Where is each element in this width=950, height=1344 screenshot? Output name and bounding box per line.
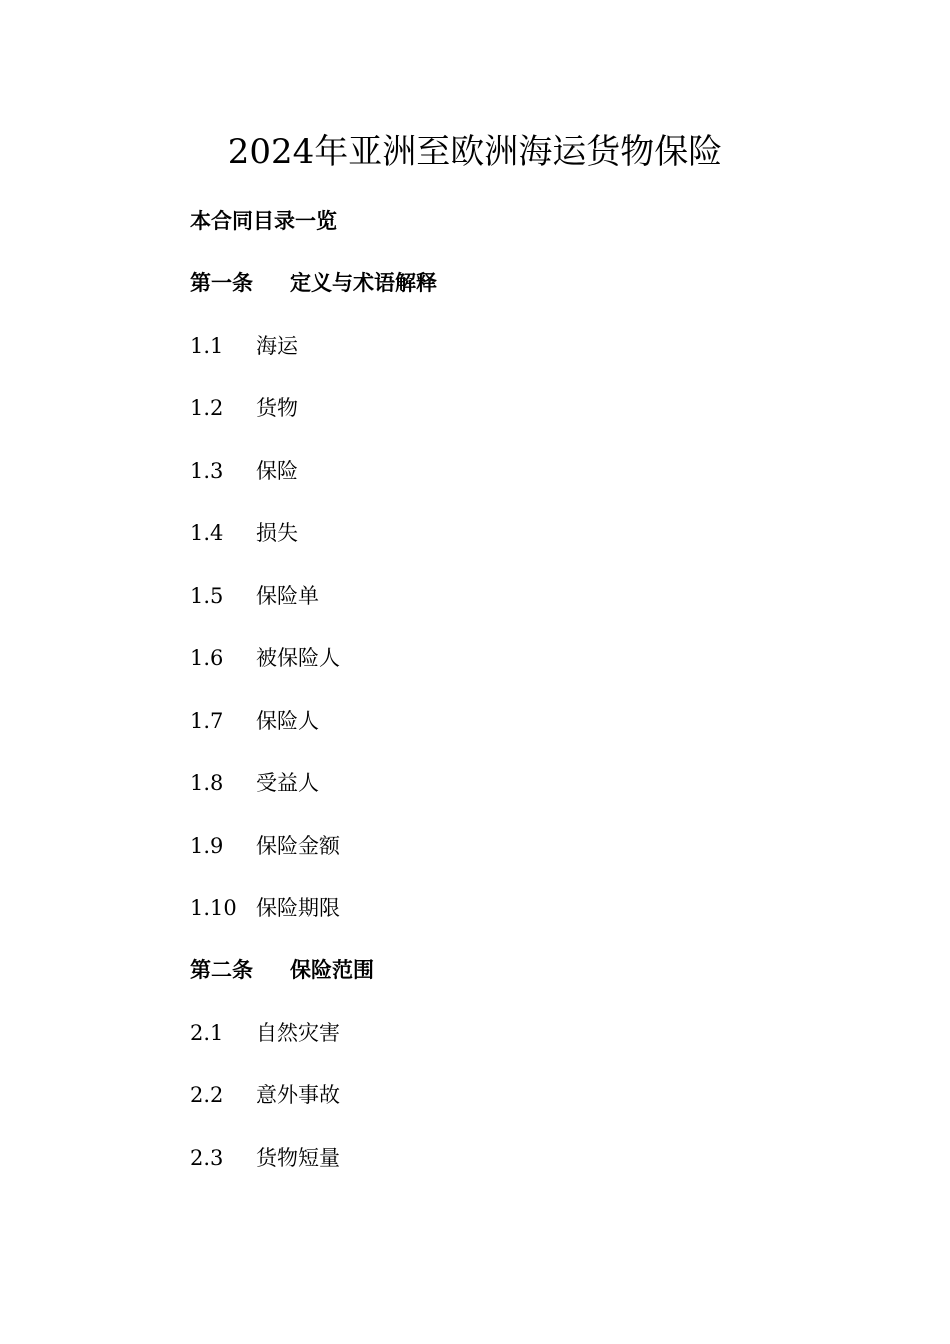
toc-heading: 本合同目录一览: [190, 209, 337, 233]
article-label: 第二条: [190, 958, 253, 982]
item-text: 保险期限: [256, 896, 340, 920]
item-number: 1.8: [190, 771, 224, 795]
item-text: 货物: [256, 396, 298, 420]
toc-item: [190, 518, 298, 548]
item-number: 1.9: [190, 834, 224, 858]
toc-item: [190, 893, 340, 923]
item-number: 2.3: [190, 1146, 224, 1170]
article-heading: [190, 268, 437, 298]
item-number: 1.5: [190, 584, 224, 608]
item-text: 被保险人: [256, 646, 340, 670]
item-text: 保险人: [256, 709, 319, 733]
toc-item: [190, 831, 340, 861]
toc-item: [190, 643, 340, 673]
item-number: 1.4: [190, 521, 224, 545]
toc-item: [190, 768, 319, 798]
item-text: 货物短量: [256, 1146, 340, 1170]
item-text: 受益人: [256, 771, 319, 795]
item-text: 自然灾害: [256, 1021, 340, 1045]
item-text: 损失: [256, 521, 298, 545]
item-number: 1.6: [190, 646, 224, 670]
toc-item: [190, 1143, 340, 1173]
toc-item: [190, 581, 319, 611]
item-number: 1.1: [190, 334, 224, 358]
toc-item: [190, 706, 319, 736]
toc-item: [190, 1080, 340, 1110]
article-name: 定义与术语解释: [290, 271, 437, 295]
article-name: 保险范围: [290, 958, 374, 982]
toc-item: [190, 331, 298, 361]
item-text: 海运: [256, 334, 298, 358]
item-number: 2.1: [190, 1021, 224, 1045]
article-label: 第一条: [190, 271, 253, 295]
article-heading: [190, 955, 374, 985]
item-number: 1.7: [190, 709, 224, 733]
item-text: 意外事故: [256, 1083, 340, 1107]
toc-item: [190, 393, 298, 423]
item-text: 保险: [256, 459, 298, 483]
toc-item: [190, 1018, 340, 1048]
item-number: 2.2: [190, 1083, 224, 1107]
item-text: 保险单: [256, 584, 319, 608]
item-text: 保险金额: [256, 834, 340, 858]
document-title: 2024年亚洲至欧洲海运货物保险: [227, 132, 723, 172]
item-number: 1.2: [190, 396, 224, 420]
toc-item: [190, 456, 298, 486]
item-number: 1.10: [190, 896, 237, 920]
item-number: 1.3: [190, 459, 224, 483]
